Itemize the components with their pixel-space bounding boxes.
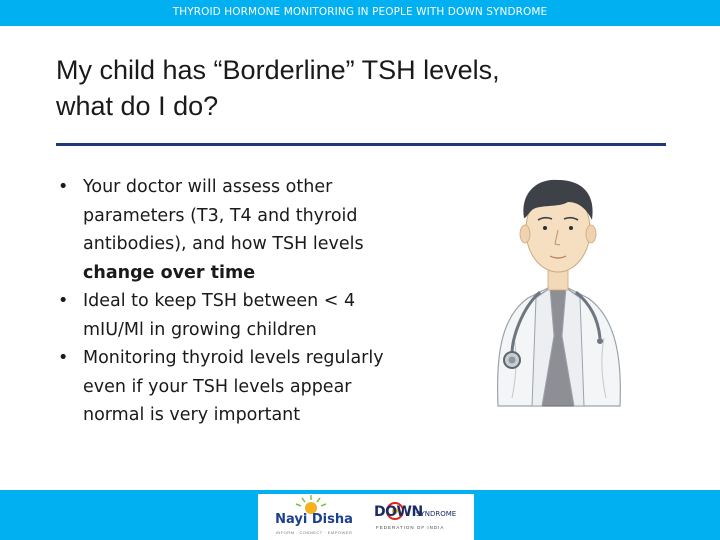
bullet-icon: • — [58, 291, 69, 311]
bullet-text: Ideal to keep TSH between < 4 mIU/Ml in growing children — [83, 291, 356, 340]
title-line-2: what do I do? — [56, 91, 219, 121]
nayi-disha-tagline: INFORM · CONNECT · EMPOWER — [275, 530, 353, 535]
federation-text: FEDERATION OF INDIA — [376, 525, 445, 530]
nayi-disha-logo — [266, 494, 356, 540]
banner-text: THYROID HORMONE MONITORING IN PEOPLE WITH DOWN SYNDROME — [172, 6, 548, 18]
bullet-emphasis: change over time — [83, 262, 256, 283]
down-syndrome-federation-logo — [370, 500, 470, 538]
title-divider — [56, 143, 666, 146]
down-wordmark: DOWN — [374, 504, 423, 520]
bullet-icon: • — [58, 348, 69, 368]
bullet-icon: • — [58, 177, 69, 197]
bullet-item — [58, 173, 403, 287]
bullet-list — [58, 173, 403, 430]
title-line-1: My child has “Borderline” TSH levels, — [56, 55, 500, 85]
nayi-disha-wordmark: Nayi Disha — [275, 512, 353, 527]
bullet-item — [58, 344, 403, 430]
sun-icon — [266, 494, 356, 514]
slide-title — [56, 52, 676, 124]
doctor-illustration — [478, 168, 638, 408]
top-banner — [0, 0, 720, 26]
bullet-text: Monitoring thyroid levels regularly even if your TSH levels appear normal is very important — [83, 348, 384, 425]
bullet-text: Your doctor will assess other parameters (T3, T4 and thyroid antibodies), and how TSH levels — [83, 177, 364, 254]
syndrome-wordmark: SYNDROME — [416, 510, 457, 518]
footer-logos — [258, 494, 474, 540]
bullet-item — [58, 287, 403, 344]
